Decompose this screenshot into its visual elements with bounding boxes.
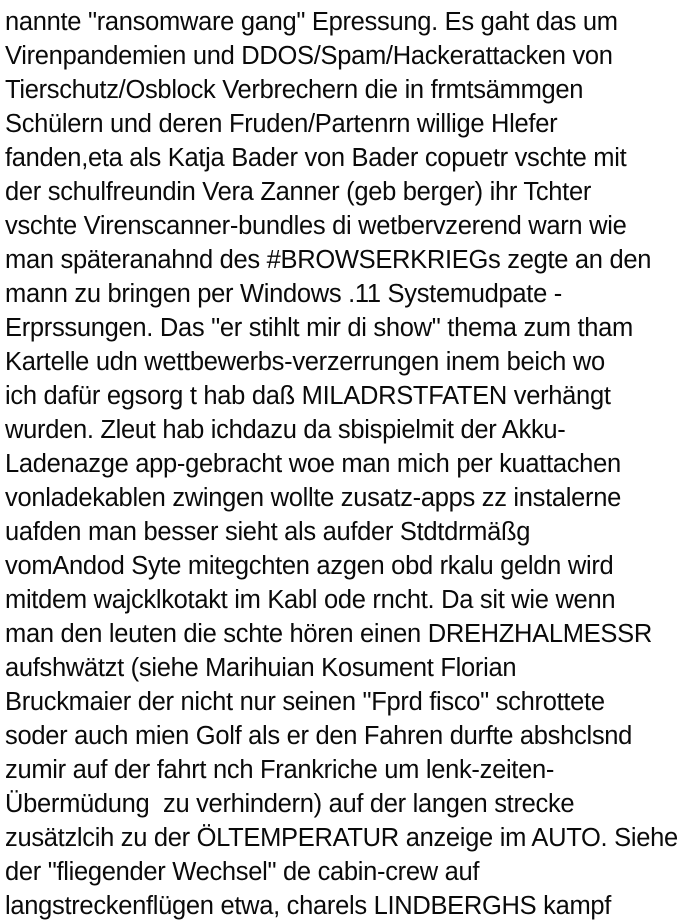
text-line: fanden,eta als Katja Bader von Bader copuetr vschte mit bbox=[5, 144, 627, 172]
text-line: vonladekablen zwingen wollte zusatz-apps zz instalerne bbox=[5, 484, 621, 512]
text-line: Bruckmaier der nicht nur seinen "Fprd fisco" schrottete bbox=[5, 688, 605, 716]
text-line: Tierschutz/Osblock Verbrechern die in frmtsämmgen bbox=[5, 76, 584, 104]
text-line: langstreckenflügen etwa, charels LINDBERGHS kampf bbox=[5, 892, 612, 920]
text-line: zumir auf der fahrt nch Frankriche um lenk-zeiten- bbox=[5, 756, 555, 784]
text-line: mann zu bringen per Windows .11 Systemudpate - bbox=[5, 280, 562, 308]
text-line: soder auch mien Golf als er den Fahren durfte abshclsnd bbox=[5, 722, 633, 750]
text-line: ich dafür egsorg t hab daß MILADRSTFATEN verhängt bbox=[5, 382, 611, 410]
text-line: Virenpandemien und DDOS/Spam/Hackerattacken von bbox=[5, 42, 613, 70]
text-block bbox=[5, 5, 684, 923]
text-line: Ladenazge app-gebracht woe man mich per kuattachen bbox=[5, 450, 621, 478]
text-line: Übermüdung zu verhindern) auf der langen strecke bbox=[5, 790, 575, 818]
text-line: mitdem wajcklkotakt im Kabl ode rncht. Da sit wie wenn bbox=[5, 586, 616, 614]
text-line: der "fliegender Wechsel" de cabin-crew auf bbox=[5, 858, 480, 886]
text-line: uafden man besser sieht als aufder Stdtdrmäßg bbox=[5, 518, 531, 546]
text-line: Kartelle udn wettbewerbs-verzerrungen inem beich wo bbox=[5, 348, 605, 376]
text-line: wurden. Zleut hab ichdazu da sbispielmit der Akku- bbox=[5, 416, 566, 444]
text-line: aufshwätzt (siehe Marihuian Kosument Florian bbox=[5, 654, 517, 682]
text-line: vomAndod Syte mitegchten azgen obd rkalu geldn wird bbox=[5, 552, 614, 580]
text-line: vschte Virenscanner-bundles di wetbervzerend warn wie bbox=[5, 212, 627, 240]
text-line: der schulfreundin Vera Zanner (geb berger) ihr Tchter bbox=[5, 178, 592, 206]
text-line: zusätzlcih zu der ÖLTEMPERATUR anzeige im AUTO. Siehe bbox=[5, 824, 678, 852]
text-line: nannte "ransomware gang" Epressung. Es gaht das um bbox=[5, 8, 618, 36]
text-line: Schülern und deren Fruden/Partenrn willige Hlefer bbox=[5, 110, 558, 138]
text-line: man den leuten die schte hören einen DREHZHALMESSR bbox=[5, 620, 652, 648]
text-line: man späteranahnd des #BROWSERKRIEGs zegte an den bbox=[5, 246, 652, 274]
text-line: Erprssungen. Das "er stihlt mir di show" thema zum tham bbox=[5, 314, 633, 342]
